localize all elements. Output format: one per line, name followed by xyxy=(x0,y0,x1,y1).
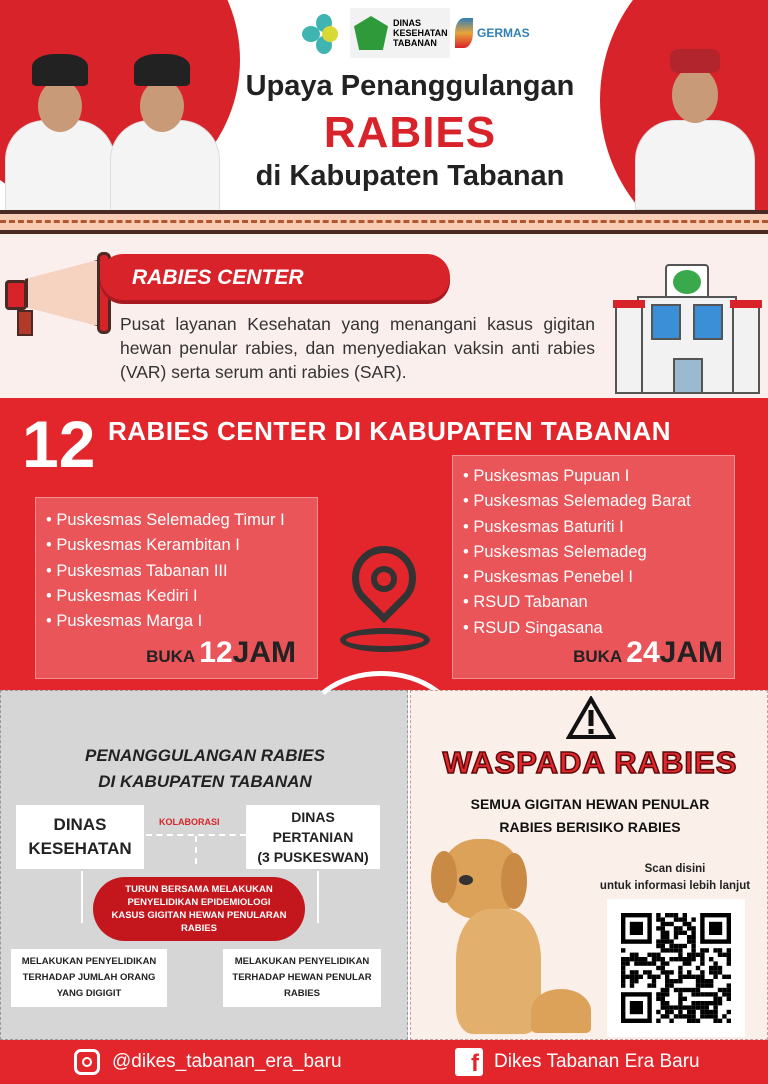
megaphone-icon xyxy=(5,252,115,334)
list-item: • RSUD Tabanan xyxy=(463,590,734,615)
waspada-title: WASPADA RABIES xyxy=(442,745,738,780)
list-item: • Puskesmas Selemadeg Barat xyxy=(463,489,734,514)
list-item: • RSUD Singasana xyxy=(463,616,734,641)
rabies-center-label: RABIES CENTER xyxy=(100,254,450,300)
list-item: • Puskesmas Baturiti I xyxy=(463,515,734,540)
center-count: 12 xyxy=(22,407,96,481)
official-photo-right xyxy=(630,45,760,210)
hospital-icon xyxy=(615,264,760,394)
facebook-page[interactable]: Dikes Tabanan Era Baru xyxy=(494,1051,700,1072)
right-action: MELAKUKAN PENYELIDIKAN TERHADAP HEWAN PENULAR RABIES xyxy=(223,949,381,1007)
list-item: • Puskesmas Kediri I xyxy=(46,584,317,609)
list-12-hours xyxy=(35,497,318,679)
list-item: • Puskesmas Marga I xyxy=(46,609,317,634)
rabies-center-description: Pusat layanan Kesehatan yang menangani kasus gigitan hewan penular rabies, dan menyediakan vaksin anti rabies (VAR) serta serum anti rabies (SAR). xyxy=(120,314,595,382)
location-pin-icon xyxy=(340,546,430,656)
waspada-line1: SEMUA GIGITAN HEWAN PENULAR xyxy=(470,796,710,812)
dog-image xyxy=(431,839,601,1039)
facebook-icon: f xyxy=(455,1048,483,1076)
dinas-pertanian-box: DINAS PERTANIAN (3 PUSKESWAN) xyxy=(246,805,380,869)
kemenkes-logo xyxy=(302,14,340,54)
dinas-kesehatan-box: DINAS KESEHATAN xyxy=(16,805,144,869)
header xyxy=(0,0,768,210)
title-line3: di Kabupaten Tabanan xyxy=(255,160,565,192)
list-item: • Puskesmas Kerambitan I xyxy=(46,533,317,558)
footer xyxy=(0,1040,768,1084)
left-action: MELAKUKAN PENYELIDIKAN TERHADAP JUMLAH ORANG YANG DIGIGIT xyxy=(11,949,167,1007)
rabies-center-list-section xyxy=(0,398,768,690)
list-item: • Puskesmas Selemadeg xyxy=(463,540,734,565)
title-rabies: RABIES xyxy=(323,108,497,157)
hours-24: BUKA 24JAM xyxy=(573,636,723,669)
instagram-handle[interactable]: @dikes_tabanan_era_baru xyxy=(112,1051,342,1072)
dinas-kesehatan-logo: DINAS KESEHATAN TABANAN xyxy=(350,8,450,58)
germas-logo: GERMAS xyxy=(455,8,535,58)
list-item: • Puskesmas Penebel I xyxy=(463,565,734,590)
qr-code[interactable] xyxy=(607,899,745,1037)
list-item: • Puskesmas Tabanan III xyxy=(46,559,317,584)
scan-text-1: Scan disini xyxy=(644,863,706,875)
officials-photo xyxy=(0,50,225,210)
list-item: • Puskesmas Selemadeg Timur I xyxy=(46,508,317,533)
list-24-hours xyxy=(452,455,735,679)
warning-icon xyxy=(566,696,616,740)
waspada-line2: RABIES BERISIKO RABIES xyxy=(499,819,681,835)
title-line1: Upaya Penanggulangan xyxy=(245,70,575,102)
penanggulangan-title-1: PENANGGULANGAN RABIES xyxy=(85,746,325,765)
penanggulangan-title-2: DI KABUPATEN TABANAN xyxy=(98,772,312,791)
kolaborasi-label: KOLABORASI xyxy=(159,817,220,827)
instagram-icon xyxy=(74,1049,100,1075)
penanggulangan-section xyxy=(0,690,408,1040)
scan-text-2: untuk informasi lebih lanjut xyxy=(599,880,751,892)
hours-12: BUKA 12JAM xyxy=(146,636,296,669)
list-item: • Puskesmas Pupuan I xyxy=(463,464,734,489)
joint-action: TURUN BERSAMA MELAKUKAN PENYELIDIKAN EPIDEMIOLOGI KASUS GIGITAN HEWAN PENULARAN RABIES xyxy=(93,877,305,941)
divider-band xyxy=(0,210,768,234)
rabies-center-section xyxy=(0,234,768,398)
centers-heading: RABIES CENTER DI KABUPATEN TABANAN xyxy=(108,416,671,446)
waspada-section xyxy=(410,690,768,1040)
